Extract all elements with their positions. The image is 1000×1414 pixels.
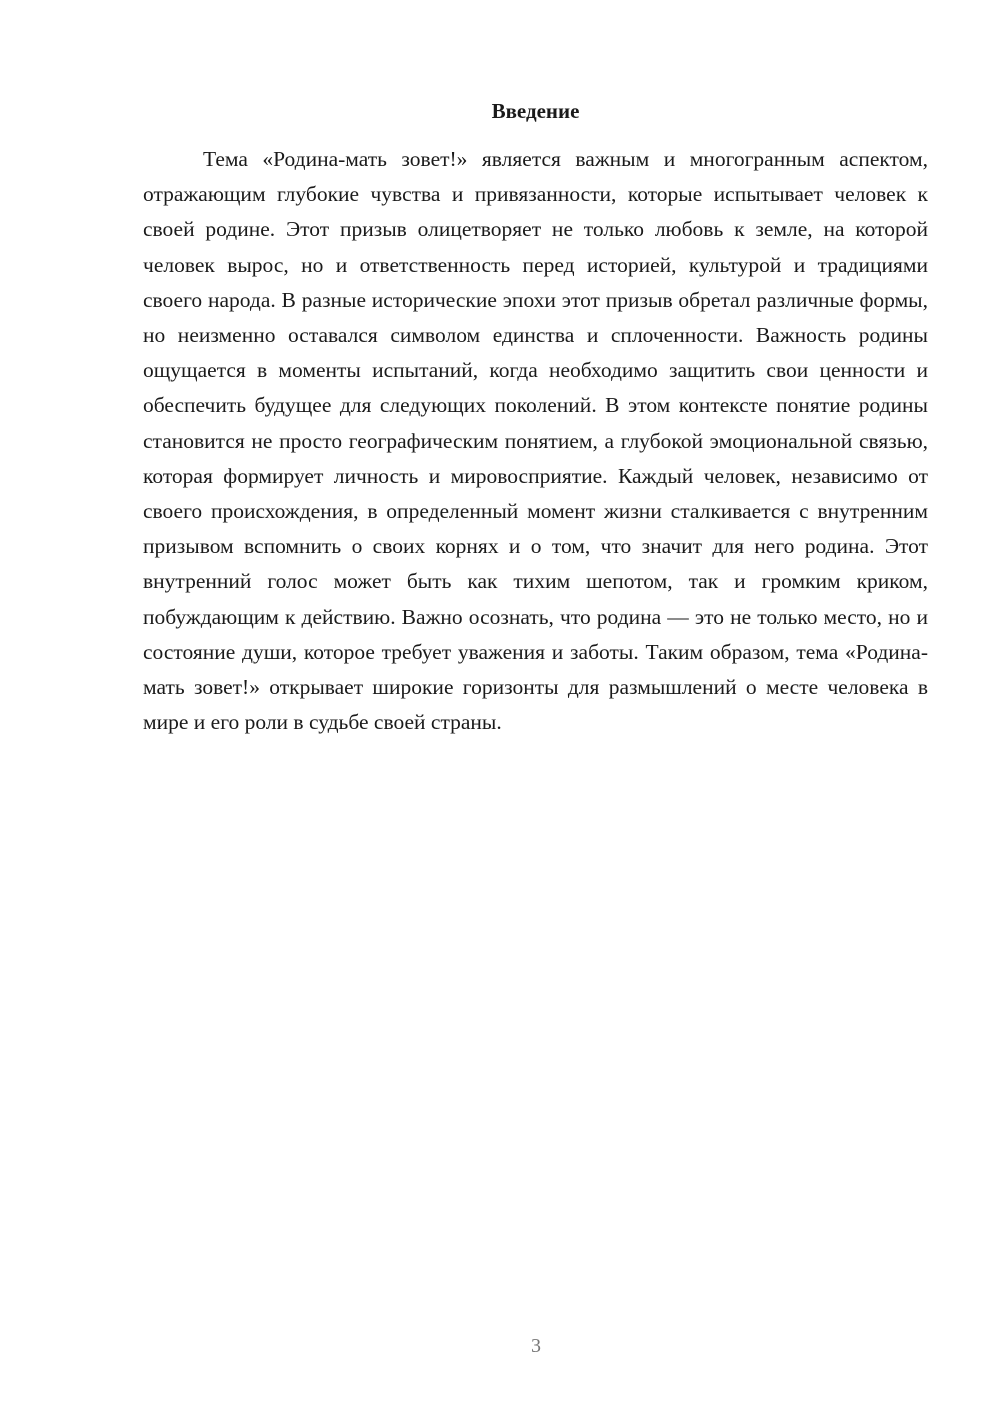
page-number: 3	[531, 1335, 541, 1357]
section-heading: Введение	[491, 99, 580, 123]
body-paragraph: Тема «Родина-мать зовет!» является важным и многогранным аспектом, отражающим глубокие чувства и привязанности, которые испытывает человек к своей родине. Этот призыв олицетворяет не только любовь к земле, на которой человек вырос, но и ответственность перед историей, культурой и традициями своего народа. В разные исторические эпохи этот призыв обретал различные формы, но неизменно оставался символом единства и сплоченности. Важность родины ощущается в моменты испытаний, когда необходимо защитить свои ценности и обеспечить будущее для следующих поколений. В этом контексте понятие родины становится не просто географическим понятием, а глубокой эмоциональной связью, которая формирует личность и мировосприятие. Каждый человек, независимо от своего происхождения, в определенный момент жизни сталкивается с внутренним призывом вспомнить о своих корнях и о том, что значит для него родина. Этот внутренний голос может быть как тихим шепотом, так и громким криком, побуждающим к действию. Важно осознать, что родина — это не только место, но и состояние души, которое требует уважения и заботы. Таким образом, тема «Родина-мать зовет!» открывает широкие горизонты для размышлений о месте человека в мире и его роли в судьбе своей страны.	[143, 147, 928, 735]
